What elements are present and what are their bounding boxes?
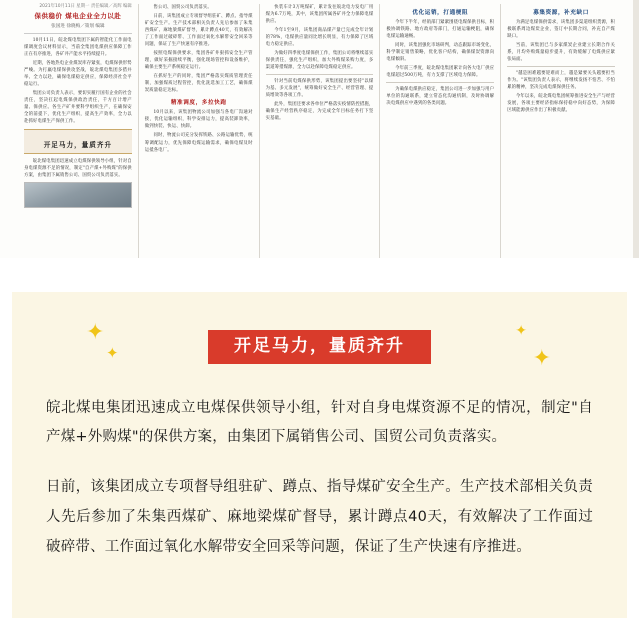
column-paragraph: 近期，各地热电企业煤炭库存紧张，电煤保供形势严峻。为打赢电煤保供攻坚战，皖北煤电集团多措并举、全力以赴，确保电煤稳定供应，保障经济社会平稳运行。 bbox=[24, 60, 132, 87]
sparkle-icon: ✦ bbox=[532, 346, 551, 371]
column-paragraph: 此外，集团还要求各单位严格落实疫情防控措施，确保生产经营秩序稳定，为完成全年目标任务打下坚实基础。 bbox=[265, 102, 374, 122]
highlight-paragraph: 皖北煤电集团迅速成立电煤保供领导小组，针对自身电煤资源不足的情况，制定"自产煤+外购煤"的保供方案，由集团下属销售公司、国贸公司负责落实。 bbox=[46, 399, 593, 446]
column-paragraph: 为确保电煤供应稳定，集团公司进一步加强与用户单位的沟通联系，建立常态化沟通机制，及时协调解决电煤供应中遇到的各类问题。 bbox=[386, 87, 495, 107]
column-paragraph: 当前，该集团已与多家煤炭企业建立长期合作关系，月均外购煤量稳步提升，有效缓解了电煤供应紧张局面。 bbox=[507, 43, 615, 63]
column-headline-1: 保供稳价 煤电企业全力以赴 bbox=[34, 12, 122, 21]
column-paragraph: 为满足电煤保供需求，该集团多渠道组织货源，积极联系周边煤炭企业，签订中长期合同，补充自产煤缺口。 bbox=[507, 20, 615, 40]
highlight-card bbox=[12, 292, 627, 618]
column-paragraph: 在抓好生产的同时，集团严格落实煤质管理责任制，加强煤质过程管控，优化洗选加工工艺，确保煤炭质量稳定达标。 bbox=[144, 74, 253, 94]
column-paragraph: 售公司、国贸公司负责落实。 bbox=[153, 5, 212, 10]
column-paragraph: 日前，该集团成立专项督导组驻矿、蹲点、指导煤矿安全生产。生产技术部相关负责人先后参加了朱集西煤矿、麻地梁煤矿督导，累计蹲点40天，有效解决了工作面过破碎带、工作面过氧化水解带安全回采等问题，保证了生产快速有序推进。 bbox=[144, 14, 253, 48]
masthead: 2021年10月11日 星期一 责任编辑／高辉 编辑 bbox=[39, 4, 132, 9]
newspaper-column-4 bbox=[380, 4, 501, 258]
highlight-card-inner bbox=[12, 292, 627, 592]
sparkle-icon: ✦ bbox=[106, 344, 119, 362]
newspaper-column-5 bbox=[501, 4, 621, 258]
column-divider bbox=[507, 66, 615, 67]
newspaper-column-3 bbox=[260, 4, 381, 258]
newspaper-column-2 bbox=[139, 4, 260, 258]
column-photo-1 bbox=[24, 182, 132, 208]
column-paragraph: 皖北煤电集团迅速成立电煤保供领导小组，针对自身电煤资源不足的情况，制定"自产煤+外购煤"的保供方案，由集团下属销售公司、国贸公司负责落实。 bbox=[24, 159, 132, 179]
column-banner-1 bbox=[24, 129, 132, 154]
column-paragraph: 今年以来，皖北煤电集团统筹推进安全生产与经营发展，各项主要经济指标保持稳中向好态势，为保障区域能源供应作出了积极贡献。 bbox=[507, 94, 615, 114]
column-paragraph: 同时，该集团强化市场研判，动态跟踪市场变化，科学制定销售策略，优化客户结构，确保煤炭资源向电煤倾斜。 bbox=[386, 43, 495, 63]
column-paragraph: 今年1至9月，该集团商品煤产量已完成全年计划的78%，电煤供应量同比增长明显，有力保障了区域电力稳定供应。 bbox=[265, 28, 374, 48]
highlight-paragraph: 日前，该集团成立专项督导组驻矿、蹲点、指导煤矿安全生产。生产技术部相关负责人先后参加了朱集西煤矿、麻地梁煤矿督导，累计蹲点40天，有效解决了工作面过破碎带、工作面过氧化水解带安全回采等问题，保证了生产快速有序推进。 bbox=[46, 479, 593, 555]
column-paragraph: 为做好四季度电煤保供工作，集团公司将继续落实保供责任，强化生产组织，加大外购煤采购力度，多渠道筹措煤源，全力以赴保障电煤稳定供应。 bbox=[265, 51, 374, 71]
column-paragraph: 按照电煤保供要求，集团各矿井狠抓安全生产管理，做好采掘接续平衡，强化现场管控和设备维护，确保主要生产系统稳定运行。 bbox=[144, 51, 253, 71]
column-paragraph: 今年下半年，经销部门紧紧围绕电煤保供目标，积极协调铁路、地方政府等部门，打通运输梗阻，确保电煤运输通畅。 bbox=[386, 20, 495, 40]
highlight-title: 开足马力，量质齐升 bbox=[208, 330, 431, 364]
newspaper-columns bbox=[0, 0, 639, 258]
column-paragraph: 10月11日，皖北煤电集团下属的智能化工作面电煤调度会议材料显示，当前全集团电煤供应保障工作正在有序推进，各矿井产能水平持续提升。 bbox=[24, 37, 132, 57]
column-paragraph: 同时，物流公司充分发挥铁路、公路运输优势，统筹调配运力，优先保障电煤运输需求，确保电煤及时运抵各电厂。 bbox=[144, 133, 253, 153]
newspaper-clipping bbox=[0, 0, 639, 258]
sparkle-icon: ✦ bbox=[86, 320, 105, 345]
column-subline-1: 张国进 徐晓梅／策划 编辑 bbox=[24, 24, 132, 34]
column-subhead-4: 优化运销，打通梗阻 bbox=[412, 10, 469, 16]
page-edge-strip bbox=[633, 0, 639, 258]
content-gap bbox=[0, 258, 639, 292]
newspaper-column-1 bbox=[18, 4, 139, 258]
column-paragraph: 快装车计3万吨煤矿，累计发往皖北电力发电厂用煤为6.7万吨，其中，该集团所属各矿井全力保障电煤供应。 bbox=[265, 5, 374, 25]
sparkle-icon: ✦ bbox=[515, 323, 527, 339]
column-subhead-5: 募集资源，补充缺口 bbox=[533, 10, 589, 16]
column-paragraph: 针对当前电煤保供形势，该集团提出要坚持"以煤为基、多元发展"，统筹做好安全生产、经营管理、提质增效等各项工作。 bbox=[265, 79, 374, 99]
column-paragraph: 集团公司负责人表示，要切实履行国有企业的社会责任，坚决扛起电煤保供政治责任，千方百计增产量、保供应。各生产矿井要科学组织生产，在确保安全的前提下，优化生产组织，提高生产效率，全力以赴抓好电煤生产保供工作。 bbox=[24, 91, 132, 125]
column-divider bbox=[266, 74, 374, 75]
highlight-title-wrap bbox=[46, 320, 593, 371]
column-paragraph: 今年前三季度，皖北煤电集团累计向各大电厂供应电煤超过500万吨，有力支撑了区域电力保障。 bbox=[386, 66, 495, 79]
column-banner-text: 开足马力，量质齐升 bbox=[43, 141, 113, 150]
column-paragraph: "越是困难越要迎难而上，越是紧要关头越要担当作为。"该集团负责人表示，将继续发扬不怕苦、不怕累的精神，坚决完成电煤保供任务。 bbox=[507, 71, 615, 91]
column-paragraph: 10月以来，该集团物流公司加强与各电厂沟通对接，优化运输组织，科学安排运力，提高装卸效率，做到快装、快运、快卸。 bbox=[144, 110, 253, 130]
column-subhead-2: 精准调度，多拉快跑 bbox=[170, 100, 227, 107]
column-divider bbox=[386, 82, 494, 83]
